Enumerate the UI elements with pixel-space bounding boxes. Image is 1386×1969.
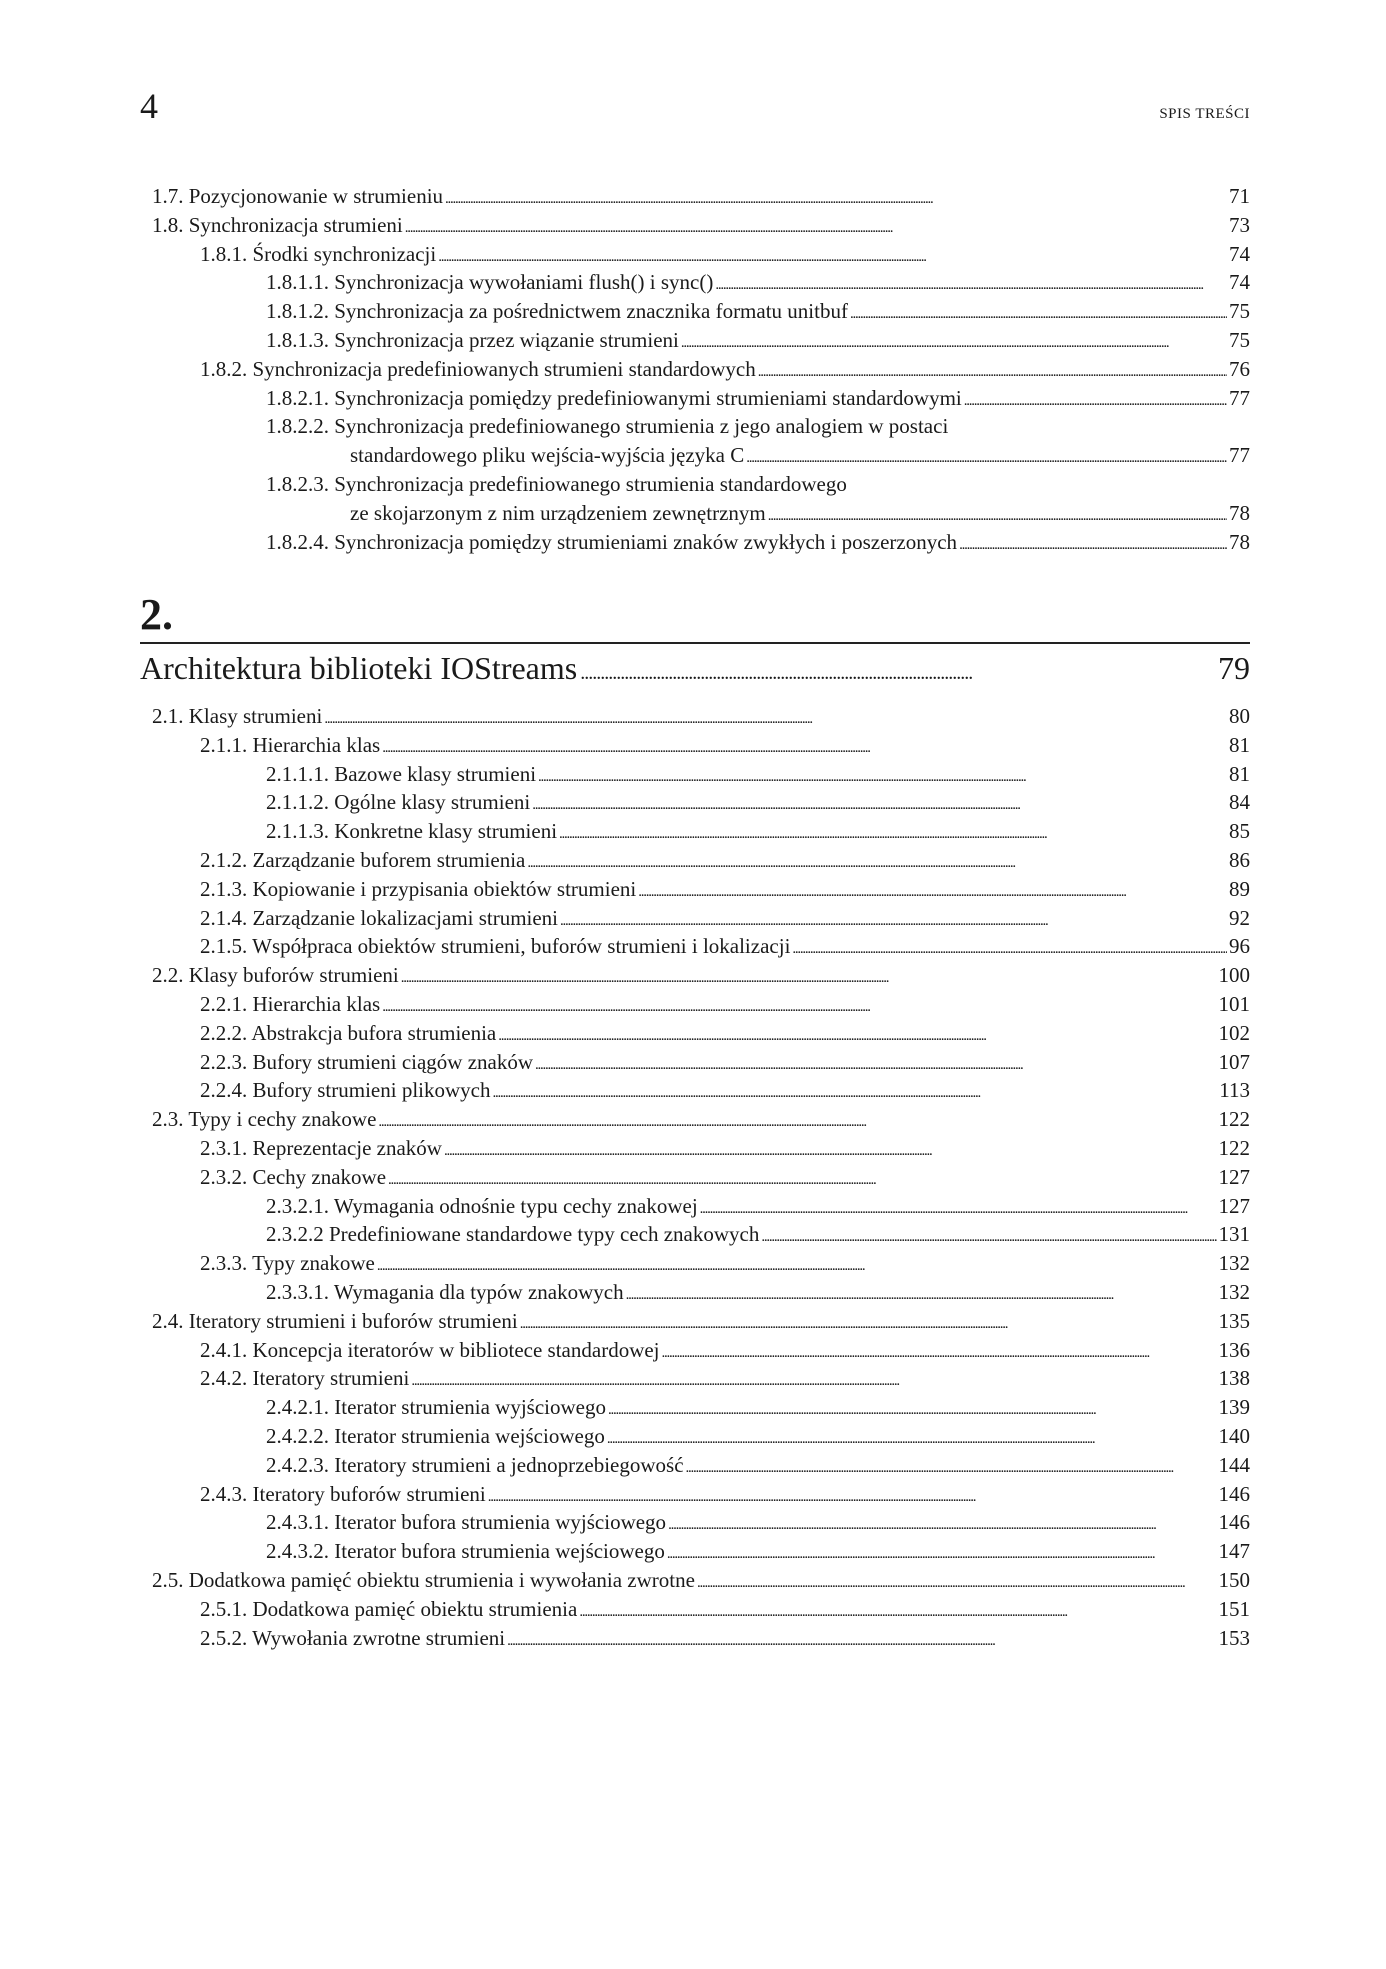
toc-entry-page: 146 <box>1218 1481 1250 1506</box>
toc-entry <box>0 846 1386 874</box>
toc-entry <box>0 1624 1386 1652</box>
dot-leader <box>405 211 1227 242</box>
toc-entry-title: 2.1.1.1. Bazowe klasy strumieni <box>266 761 537 786</box>
dot-leader <box>382 731 1227 762</box>
toc-entry <box>0 1105 1386 1133</box>
toc-entry-page: 146 <box>1218 1510 1250 1535</box>
dot-leader <box>492 1076 1217 1107</box>
toc-entry-page: 74 <box>1229 270 1250 295</box>
toc-entry <box>0 1163 1386 1191</box>
toc-entry <box>0 990 1386 1018</box>
toc-entry-title: 2.3.3.1. Wymagania dla typów znakowych <box>266 1280 624 1304</box>
toc-entry-page: 101 <box>1218 992 1250 1016</box>
toc-entry-title: 1.8.1. Środki synchronizacji <box>200 241 437 266</box>
dot-leader <box>535 1048 1216 1079</box>
toc-entry-title: 1.8.2.3. Synchronizacja predefiniowanego strumienia standardowego <box>266 472 847 496</box>
toc-entry-page: 122 <box>1218 1107 1250 1132</box>
toc-entry-page: 75 <box>1229 328 1250 352</box>
toc-entry <box>0 702 1386 730</box>
toc-entry <box>0 1566 1386 1594</box>
toc-entry <box>0 384 1386 412</box>
toc-entry <box>0 1595 1386 1623</box>
toc-entry-title: 2.2.4. Bufory strumieni plikowych <box>200 1078 491 1103</box>
toc-entry-page: 78 <box>1229 500 1250 525</box>
dot-leader <box>444 1134 1217 1165</box>
toc-entry <box>0 1336 1386 1364</box>
dot-leader <box>580 646 1215 695</box>
toc-entry-title: 2.1. Klasy strumieni <box>152 704 323 728</box>
toc-entry-page: 138 <box>1218 1366 1250 1391</box>
toc-entry-page: 102 <box>1218 1020 1250 1045</box>
toc-entry-page: 127 <box>1218 1193 1250 1218</box>
toc-entry <box>0 932 1386 960</box>
toc-entry <box>0 1364 1386 1392</box>
toc-entry <box>0 904 1386 932</box>
toc-entry-page: 153 <box>1218 1625 1250 1650</box>
toc-entry-title: 2.1.5. Współpraca obiektów strumieni, buforów strumieni i lokalizacji <box>200 934 791 959</box>
toc-entry-title: 2.4.2. Iteratory strumieni <box>200 1366 410 1391</box>
dot-leader <box>401 961 1217 992</box>
toc-entry <box>0 412 1386 440</box>
toc-entry-page: 85 <box>1229 819 1250 844</box>
dot-leader <box>850 297 1227 328</box>
toc-entry-title: 1.8.2.1. Synchronizacja pomiędzy predefiniowanymi strumieniami standardowymi <box>266 385 962 410</box>
toc-entry <box>0 1076 1386 1104</box>
toc-entry-title: 1.8.1.3. Synchronizacja przez wiązanie strumieni <box>266 328 679 352</box>
dot-leader <box>686 1451 1217 1482</box>
toc-entry-page: 144 <box>1218 1452 1250 1477</box>
toc-entry-page: 150 <box>1218 1568 1250 1592</box>
toc-entry <box>0 1019 1386 1047</box>
dot-leader <box>668 1508 1216 1539</box>
dot-leader <box>959 528 1227 559</box>
toc-entry <box>0 875 1386 903</box>
toc-entry <box>0 1307 1386 1335</box>
toc-entry-page: 131 <box>1218 1222 1250 1247</box>
toc-entry-title: 2.5.1. Dodatkowa pamięć obiektu strumienia <box>200 1596 578 1621</box>
toc-entry-title: ze skojarzonym z nim urządzeniem zewnętrznym <box>350 500 766 525</box>
dot-leader <box>700 1192 1217 1223</box>
toc-entry-title: 2.4.3.1. Iterator bufora strumienia wyjściowego <box>266 1510 667 1535</box>
toc-entry-page: 96 <box>1229 934 1250 959</box>
toc-entry-page: 77 <box>1229 385 1250 410</box>
toc-entry-title: 2.2.2. Abstrakcja bufora strumienia <box>200 1020 497 1045</box>
dot-leader <box>438 240 1227 271</box>
toc-entry-title: 1.8.1.2. Synchronizacja za pośrednictwem znacznika formatu unitbuf <box>266 299 848 324</box>
toc-entry-title: 2.3. Typy i cechy znakowe <box>152 1107 377 1132</box>
dot-leader <box>681 326 1227 357</box>
toc-entry-title: 2.4.3. Iteratory buforów strumieni <box>200 1481 486 1506</box>
toc-entry-page: 75 <box>1229 299 1250 324</box>
toc-entry-page: 86 <box>1229 848 1250 872</box>
dot-leader <box>559 817 1227 848</box>
dot-leader <box>498 1019 1216 1050</box>
toc-entry <box>0 788 1386 816</box>
toc-entry-title: 2.2.3. Bufory strumieni ciągów znaków <box>200 1049 534 1074</box>
toc-entry <box>0 297 1386 325</box>
toc-entry <box>0 1278 1386 1306</box>
toc-entry <box>0 1451 1386 1479</box>
toc-entry-page: 74 <box>1229 241 1250 266</box>
toc-entry-title: 2.5. Dodatkowa pamięć obiektu strumienia i wywołania zwrotne <box>152 1568 695 1592</box>
dot-leader <box>964 384 1227 415</box>
toc-entry <box>0 1192 1386 1220</box>
dot-leader <box>527 846 1227 877</box>
toc-entry-title: 2.3.2.1. Wymagania odnośnie typu cechy znakowej <box>266 1193 698 1218</box>
toc-entry-title: 2.1.4. Zarządzanie lokalizacjami strumieni <box>200 905 559 930</box>
toc-entry <box>0 355 1386 383</box>
toc-entry-page: 84 <box>1229 790 1250 815</box>
chapter-rule <box>140 642 1250 644</box>
toc-entry-title: 2.4.1. Koncepcja iteratorów w bibliotece standardowej <box>200 1337 660 1362</box>
dot-leader <box>761 1220 1216 1251</box>
toc-entry-title: 1.7. Pozycjonowanie w strumieniu <box>152 184 444 208</box>
toc-entry-title: 2.4. Iteratory strumieni i buforów strumieni <box>152 1308 518 1333</box>
toc-entry <box>0 1134 1386 1162</box>
dot-leader <box>488 1480 1217 1511</box>
toc-entry-title: 2.4.2.3. Iteratory strumieni a jednoprzebiegowość <box>266 1452 684 1477</box>
toc-entry-page: 89 <box>1229 876 1250 901</box>
toc-entry-page: 78 <box>1229 529 1250 554</box>
toc-entry-title: 2.1.2. Zarządzanie buforem strumienia <box>200 848 526 872</box>
toc-entry <box>0 1508 1386 1536</box>
toc-entry-title: 2.1.3. Kopiowanie i przypisania obiektów strumieni <box>200 876 637 901</box>
toc-entry-title: 2.3.1. Reprezentacje znaków <box>200 1136 442 1160</box>
dot-leader <box>388 1163 1216 1194</box>
toc-entry-page: 80 <box>1229 704 1250 728</box>
dot-leader <box>715 268 1227 299</box>
toc-entry <box>0 1480 1386 1508</box>
chapter-title-entry <box>140 646 1250 690</box>
dot-leader <box>324 702 1227 733</box>
toc-entry <box>0 731 1386 759</box>
toc-entry <box>0 817 1386 845</box>
toc-entry-title: 1.8.2.4. Synchronizacja pomiędzy strumieniami znaków zwykłych i poszerzonych <box>266 529 958 554</box>
toc-entry-page: 151 <box>1218 1596 1250 1621</box>
toc-entry-continuation <box>0 441 1386 469</box>
toc-entry-page: 136 <box>1218 1337 1250 1362</box>
toc-entry-title: 2.5.2. Wywołania zwrotne strumieni <box>200 1625 506 1650</box>
toc-entry <box>0 211 1386 239</box>
toc-entry-title: 1.8. Synchronizacja strumieni <box>152 212 403 237</box>
dot-leader <box>377 1249 1217 1280</box>
toc-entry <box>0 182 1386 210</box>
toc-entry-page: 122 <box>1218 1136 1250 1160</box>
toc-entry-title: 1.8.2.2. Synchronizacja predefiniowanego strumienia z jego analogiem w postaci <box>266 414 949 439</box>
dot-leader <box>560 904 1227 935</box>
dot-leader <box>532 788 1227 819</box>
toc-entry <box>0 1393 1386 1421</box>
toc-entry-page: 71 <box>1229 184 1250 208</box>
toc-entry <box>0 240 1386 268</box>
dot-leader <box>638 875 1227 906</box>
dot-leader <box>538 760 1227 791</box>
toc-entry <box>0 528 1386 556</box>
dot-leader <box>758 355 1227 386</box>
dot-leader <box>626 1278 1217 1309</box>
dot-leader <box>768 499 1227 530</box>
toc-entry <box>0 1220 1386 1248</box>
toc-entry-page: 147 <box>1218 1539 1250 1564</box>
toc-entry-continuation <box>0 499 1386 527</box>
dot-leader <box>579 1595 1216 1626</box>
dot-leader <box>746 441 1227 472</box>
toc-entry-page: 100 <box>1218 963 1250 988</box>
toc-entry-title: 2.2. Klasy buforów strumieni <box>152 963 399 988</box>
running-head: SPIS TREŚCI <box>1159 106 1250 122</box>
dot-leader <box>378 1105 1216 1136</box>
toc-entry <box>0 1422 1386 1450</box>
toc-entry-page: 81 <box>1229 732 1250 757</box>
toc-entry-title: 2.3.2.2 Predefiniowane standardowe typy cech znakowych <box>266 1222 760 1247</box>
toc-entry-title: 1.8.1.1. Synchronizacja wywołaniami flush() i sync() <box>266 270 714 295</box>
toc-entry-title: 1.8.2. Synchronizacja predefiniowanych strumieni standardowych <box>200 356 756 381</box>
dot-leader <box>667 1537 1217 1568</box>
toc-entry <box>0 1249 1386 1277</box>
toc-entry-page: 73 <box>1229 212 1250 237</box>
toc-entry <box>0 1537 1386 1565</box>
dot-leader <box>520 1307 1217 1338</box>
toc-entry-page: 107 <box>1218 1049 1250 1074</box>
toc-entry <box>0 760 1386 788</box>
toc-entry-title: 2.1.1.3. Konkretne klasy strumieni <box>266 819 558 844</box>
toc-entry-page: 113 <box>1219 1078 1250 1103</box>
toc-entry-page: 132 <box>1218 1280 1250 1304</box>
toc-entry <box>0 961 1386 989</box>
toc-entry-page: 132 <box>1218 1251 1250 1276</box>
chapter-page: 79 <box>1218 650 1250 686</box>
toc-entry-title: 2.2.1. Hierarchia klas <box>200 992 381 1016</box>
toc-entry-page: 81 <box>1229 761 1250 786</box>
toc-entry-page: 140 <box>1218 1424 1250 1448</box>
toc-entry-page: 135 <box>1218 1308 1250 1333</box>
dot-leader <box>608 1393 1217 1424</box>
dot-leader <box>445 182 1227 213</box>
chapter-title: Architektura biblioteki IOStreams <box>140 650 578 686</box>
toc-entry <box>0 470 1386 498</box>
dot-leader <box>411 1364 1216 1395</box>
dot-leader <box>792 932 1227 963</box>
toc-entry-page: 77 <box>1229 443 1250 468</box>
toc-entry-page: 92 <box>1229 905 1250 930</box>
toc-entry-title: 2.4.2.1. Iterator strumienia wyjściowego <box>266 1395 606 1420</box>
toc-entry-title: standardowego pliku wejścia-wyjścia języka C <box>350 443 745 468</box>
toc-entry <box>0 326 1386 354</box>
toc-entry-page: 76 <box>1229 356 1250 381</box>
toc-entry-title: 2.3.2. Cechy znakowe <box>200 1164 387 1189</box>
dot-leader <box>697 1566 1217 1597</box>
chapter-number: 2. <box>140 590 173 639</box>
toc-entry <box>0 268 1386 296</box>
toc-entry-title: 2.4.2.2. Iterator strumienia wejściowego <box>266 1424 605 1448</box>
dot-leader <box>507 1624 1216 1655</box>
dot-leader <box>607 1422 1217 1453</box>
toc-entry-page: 139 <box>1218 1395 1250 1420</box>
toc-entry-title: 2.3.3. Typy znakowe <box>200 1251 375 1276</box>
toc-entry-page: 127 <box>1218 1164 1250 1189</box>
toc-entry-title: 2.4.3.2. Iterator bufora strumienia wejściowego <box>266 1539 665 1564</box>
toc-entry-title: 2.1.1.2. Ogólne klasy strumieni <box>266 790 531 815</box>
dot-leader <box>662 1336 1217 1367</box>
page-number: 4 <box>140 86 158 126</box>
dot-leader <box>382 990 1216 1021</box>
toc-entry <box>0 1048 1386 1076</box>
toc-entry-title: 2.1.1. Hierarchia klas <box>200 732 381 757</box>
